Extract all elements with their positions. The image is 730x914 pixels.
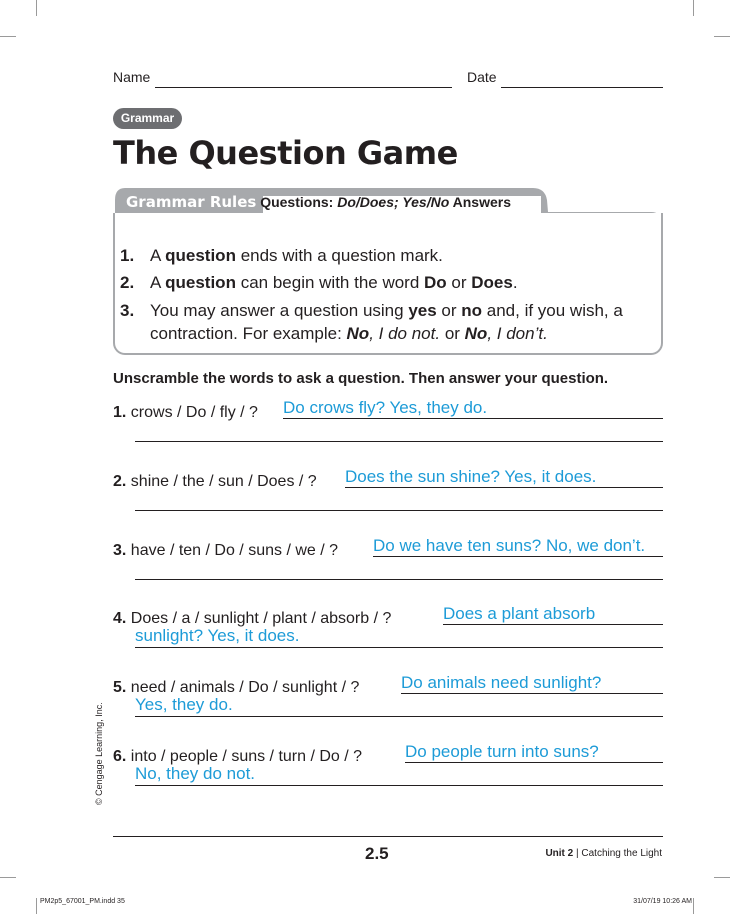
answer-rule bbox=[135, 441, 663, 442]
answer-line-1[interactable]: Do we have ten suns? No, we don’t. bbox=[373, 536, 646, 555]
question-prompt: 2. shine / the / sun / Does / ? bbox=[113, 473, 317, 490]
name-label: Name bbox=[113, 69, 151, 85]
rules-heading: Grammar Rules bbox=[126, 193, 257, 211]
answer-line-2[interactable]: Yes, they do. bbox=[135, 695, 233, 714]
slug-filename: PM2p5_67001_PM.indd 35 bbox=[40, 898, 125, 905]
question-prompt: 4. Does / a / sunlight / plant / absorb / ? bbox=[113, 610, 392, 627]
answer-rule bbox=[135, 510, 663, 511]
page-title: The Question Game bbox=[113, 134, 458, 172]
answer-line-1[interactable]: Do animals need sunlight? bbox=[401, 673, 602, 692]
answer-line-1[interactable]: Does a plant absorb bbox=[443, 604, 596, 623]
crop-mark bbox=[714, 877, 730, 878]
crop-mark bbox=[36, 898, 37, 914]
crop-mark bbox=[0, 36, 16, 37]
answer-rule bbox=[135, 647, 663, 648]
unit-label: Unit 2 | Catching the Light bbox=[545, 848, 662, 859]
question-prompt: 5. need / animals / Do / sunlight / ? bbox=[113, 679, 360, 696]
answer-line-1[interactable]: Do people turn into suns? bbox=[405, 742, 599, 761]
crop-mark bbox=[693, 0, 694, 16]
copyright-notice: © Cengage Learning, Inc. bbox=[94, 702, 104, 805]
answer-rule bbox=[373, 556, 663, 557]
answer-line-2[interactable]: sunlight? Yes, it does. bbox=[135, 626, 300, 645]
slug-timestamp: 31/07/19 10:26 AM bbox=[633, 898, 692, 905]
question-prompt: 6. into / people / suns / turn / Do / ? bbox=[113, 748, 363, 765]
crop-mark bbox=[714, 36, 730, 37]
answer-rule bbox=[135, 785, 663, 786]
question-prompt: 1. crows / Do / fly / ? bbox=[113, 404, 258, 421]
answer-rule bbox=[283, 418, 663, 419]
date-field[interactable] bbox=[501, 87, 663, 88]
answer-rule bbox=[443, 624, 663, 625]
instructions: Unscramble the words to ask a question. Then answer your question. bbox=[113, 370, 609, 387]
crop-mark bbox=[693, 898, 694, 914]
grammar-badge: Grammar bbox=[113, 108, 182, 129]
rules-tab bbox=[126, 193, 511, 211]
answer-line-1[interactable]: Does the sun shine? Yes, it does. bbox=[345, 467, 597, 486]
footer-divider bbox=[113, 836, 663, 837]
answer-rule bbox=[135, 716, 663, 717]
name-field[interactable] bbox=[155, 87, 452, 88]
answer-rule bbox=[401, 693, 663, 694]
answer-line-2[interactable]: No, they do not. bbox=[135, 764, 256, 783]
answer-rule bbox=[345, 487, 663, 488]
answer-rule bbox=[135, 579, 663, 580]
date-label: Date bbox=[467, 69, 497, 85]
page-number: 2.5 bbox=[365, 844, 389, 863]
answer-rule bbox=[405, 762, 663, 763]
name-date-row bbox=[113, 68, 663, 90]
crop-mark bbox=[0, 877, 16, 878]
crop-mark bbox=[36, 0, 37, 16]
question-prompt: 3. have / ten / Do / suns / we / ? bbox=[113, 542, 339, 559]
answer-line-1[interactable]: Do crows fly? Yes, they do. bbox=[283, 398, 488, 417]
rules-subheading: Questions: Do/Does; Yes/No Answers bbox=[260, 194, 511, 210]
